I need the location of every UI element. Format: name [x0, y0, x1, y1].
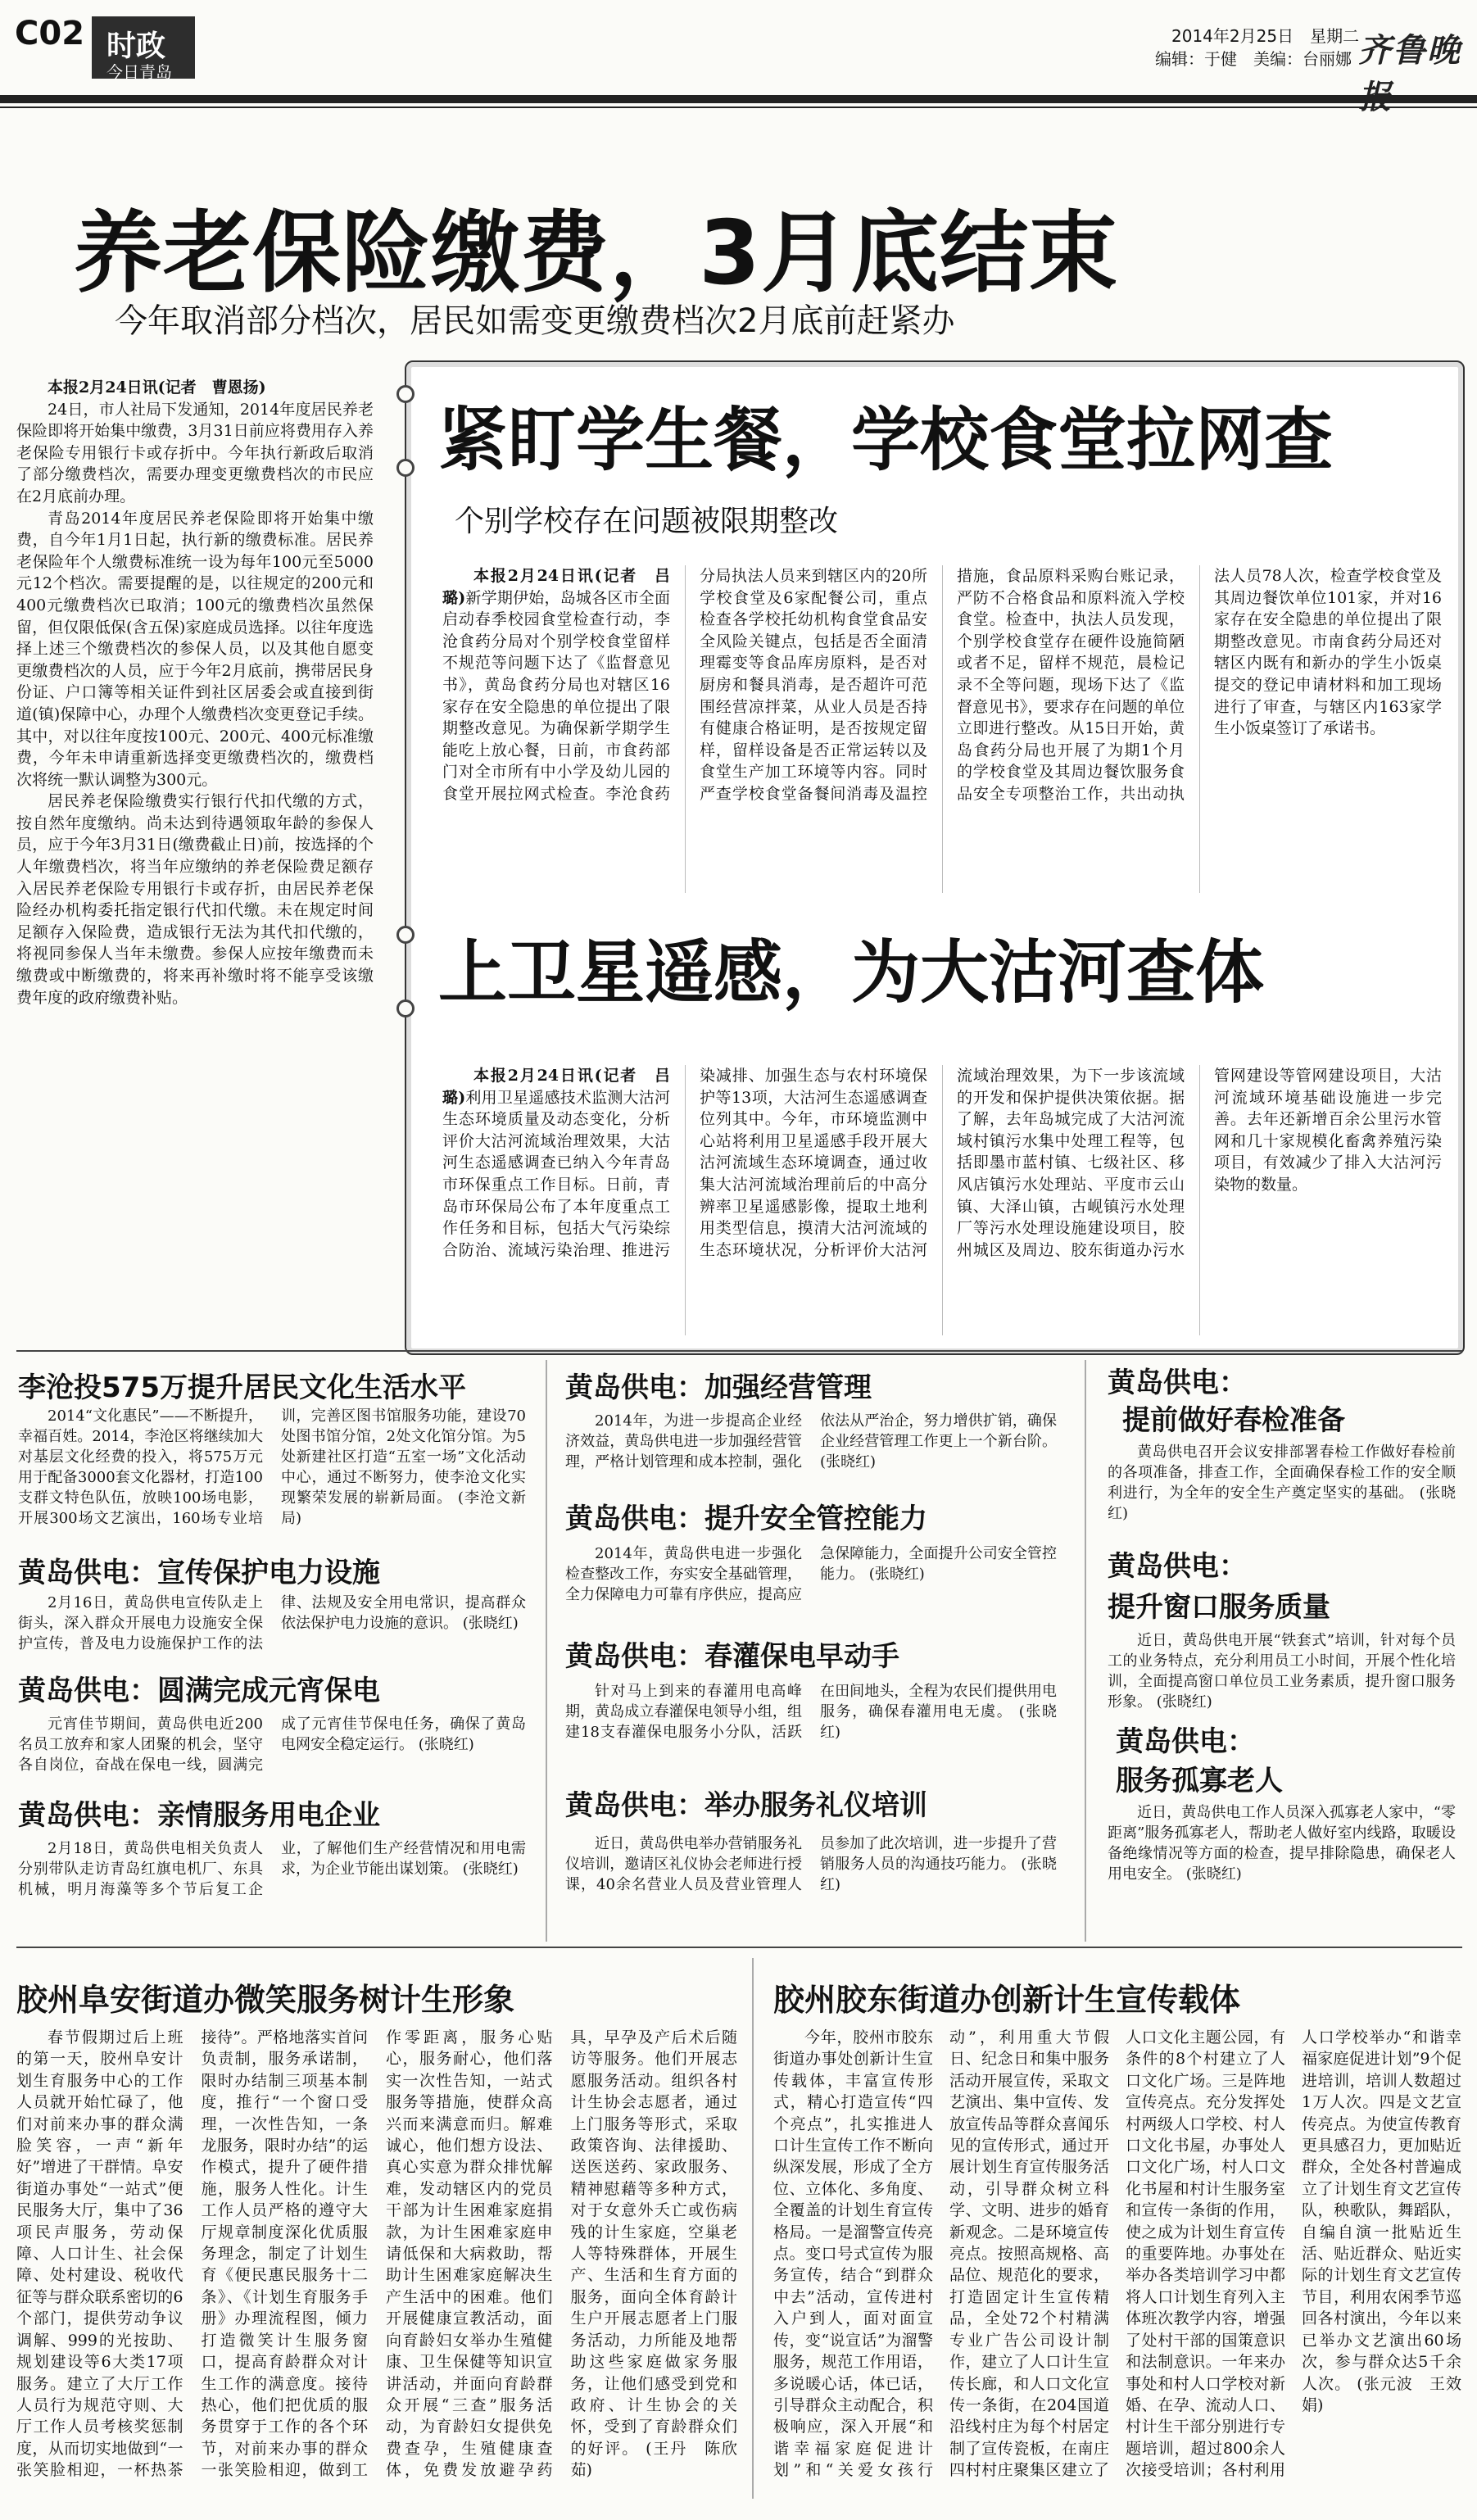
brief-headline: 黄岛供电：加强经营管理 — [565, 1371, 872, 1404]
bottom-right-headline: 胶州胶东街道办创新计生宣传载体 — [773, 1982, 1241, 2018]
column-divider — [752, 1958, 754, 2499]
brief-headline: 黄岛供电： — [1108, 1367, 1247, 1399]
brief-headline: 黄岛供电：圆满完成元宵保电 — [18, 1675, 380, 1707]
brief-signature: (张晓红) — [820, 1453, 877, 1471]
brief-body: 黄岛供电召开会议安排部署春检工作做好春检前的各项准备，排查工作，全面确保春检工作的安全顺利进行，为全年的安全生产奠定坚实的基础。 (张晓红) — [1108, 1444, 1456, 1522]
brief-body: 2014“文化惠民”——不断提升，幸福百姓。2014，李沧区将继续加大对基层文化经费的投入，将575万元用于配备3000套文化器材，打造100支群文特色队伍，放映100场电影，开展300场文艺演出，160场专业培训，完善区图书馆服务功能，建设70处图书馆分馆，2处文化馆分馆。为5处新建社区打造“五室一场”文化活动中心，通过不断努力，使李沧文化实现繁荣发展的崭新局面。 (李沧文新局) — [18, 1407, 526, 1527]
lead-byline: 本报2月24日讯(记者 曹恩扬) — [48, 378, 266, 397]
brief-signature: (张晓红) — [1108, 1484, 1456, 1522]
brief-headline: 服务孤寡老人 — [1116, 1765, 1283, 1797]
binder-ring — [396, 926, 415, 944]
binder-ring — [396, 999, 415, 1018]
brief-signature: (张晓红) — [418, 1736, 474, 1753]
brief-headline: 黄岛供电：亲情服务用电企业 — [18, 1799, 380, 1832]
brief-signature: (李沧文新局) — [281, 1489, 526, 1527]
bottom-left-body: 春节假期过后上班的第一天，胶州阜安计划生育服务中心的工作人员就开始忙碌了，他们对前来办事的群众满脸笑容，一声“新年好”增进了干群情。阜安街道办事处“一站式”便民服务大厅，集中了36项民声服务，劳动保障、人口计生、社会保障、处村建设、税收代征等与群众联系密切的6个部门，提供劳动争议调解、999的光按助、规划建设等6大类17项服务。建立了大厅工作人员行为规范守则、大厅工作人员考核奖惩制度，从而切实地做到“一张笑脸相迎，一杯热茶接待”。严格地落实首问负责制，服务承诺制，限时办结制三项基本制度，推行“一个窗口受理，一次性告知，一条龙服务，限时办结”的运作模式，提升了硬件措施，服务人性化。计生工作人员严格的遵守大厅规章制度深化优质服务理念，制定了计划生育《便民惠民服务十二条》、《计划生育服务手册》办理流程图，倾力打造微笑计生服务窗口，提高育龄群众对计生工作的满意度。接待热心，他们把优质的服务贯穿于工作的各个环节，对前来办事的群众一张笑脸相迎，做到工作零距离，服务心贴心，服务耐心，他们落实一次性告知，一站式服务等措施，使群众高兴而来满意而归。解难诚心，他们想方设法、真心实意为群众排忧解难，发动辖区内的党员干部为计生困难家庭捐款，为计生困难家庭申请低保和大病救助，帮助计生困难家庭解决生产生活中的困难。他们开展健康宣教活动，面向育龄妇女举办生殖健康、卫生保健等知识宣讲活动，并面向育龄群众开展“三查”服务活动，为育龄妇女提供免费查孕，生殖健康查体，免费发放避孕药具，早孕及产后术后随访等服务。他们开展志愿服务活动。组织各村计生协会志愿者，通过上门服务等形式，采取政策咨询、法律援助、送医送药、家政服务、精神慰藉等多种方式，对于女意外夭亡或伤病残的计生家庭，空巢老人等特殊群体，开展生产、生活和生育方面的服务，面向全体育龄计生户开展志愿者上门服务活动，力所能及地帮助这些家庭做家务服务，让他们感受到党和政府、计生协会的关怀，受到了育龄群众们的好评。 (王丹 陈欣茹) — [16, 2028, 737, 2480]
brief-body: 2月16日，黄岛供电宣传队走上街头，深入群众开展电力设施安全保护宣传，普及电力设施保护工作的法律、法规及安全用电常识，提高群众依法保护电力设施的意识。 (张晓红) — [18, 1594, 526, 1652]
brief-signature: (张晓红) — [820, 1856, 1057, 1893]
brief-headline: 黄岛供电： — [1116, 1725, 1255, 1758]
brief-body: 近日，黄岛供电工作人员深入孤寡老人家中，“零距离”服务孤寡老人，帮助老人做好室内线路，取暖设备绝缘情况等方面的检查，提早排除隐患，确保老人用电安全。 (张晓红) — [1108, 1804, 1456, 1883]
brief-headline: 黄岛供电：举办服务礼仪培训 — [565, 1789, 927, 1822]
bottom-left-headline: 胶州阜安街道办微笑服务树计生形象 — [16, 1982, 515, 2018]
feature1-body — [442, 565, 1442, 893]
header-rule-thin — [0, 107, 1477, 108]
page-number: C02 — [15, 15, 85, 52]
brief-signature: (张晓红) — [462, 1615, 519, 1632]
feature2-headline: 上卫星遥感，为大沽河查体 — [438, 932, 1265, 1013]
brief-headline: 黄岛供电：提升安全管控能力 — [565, 1502, 927, 1535]
article-signature: (王丹 陈欣茹) — [570, 2439, 737, 2480]
lead-subhead: 今年取消部分档次，居民如需变更缴费档次2月底前赶紧办 — [115, 302, 955, 340]
brief-body: 近日，黄岛供电开展“铁套式”培训，针对每个员工的业务特点，充分利用员工小时间，开展个性化培训，全面提高窗口单位员工业务素质，提升窗口服务形象。 (张晓红) — [1108, 1632, 1456, 1711]
column-divider — [1085, 1360, 1086, 1942]
brief-body: 针对马上到来的春灌用电高峰期，黄岛成立春灌保电领导小组，组建18支春灌保电服务小分队，活跃在田间地头，全程为农民们提供用电服务，确保春灌用电无虞。 (张晓红) — [565, 1683, 1057, 1741]
binder-ring — [396, 459, 415, 477]
brief-body: 2月18日，黄岛供电相关负责人分别带队走访青岛红旗电机厂、东具机械，明月海藻等多个节后复工企业，了解他们生产经营情况和用电需求，为企业节能出谋划策。 (张晓红) — [18, 1840, 526, 1898]
brief-signature: (张晓红) — [868, 1566, 925, 1583]
lead-headline: 养老保险缴费，3月底结束 — [74, 202, 1119, 305]
bottom-top-rule — [16, 1947, 1462, 1948]
brief-body: 元宵佳节期间，黄岛供电近200名员工放弃和家人团聚的机会，坚守各自岗位，奋战在保电一线，圆满完成了元宵佳节保电任务，确保了黄岛电网安全稳定运行。 (张晓红) — [18, 1716, 526, 1774]
brief-signature: (张晓红) — [462, 1861, 519, 1878]
bottom-right-body: 今年，胶州市胶东街道办事处创新计生宣传载体，丰富宣传形式，精心打造宣传“四个亮点”，扎实推进人口计生宣传工作不断向纵深发展，形成了全方位、立体化、多角度、全覆盖的计划生育宣传格局。一是溜警宣传亮点。变口号式宣传为服务宣传，结合“到群众中去”活动，宣传进村入户到人，面对面宣传，变“说宣话”为溜警服务，规范工作用语，多说暖心话，体已话，引导群众主动配合，积极响应，深入开展“和谐幸福家庭促进计划”和“关爱女孩行动”，利用重大节假日、纪念日和集中服务活动开展宣传，采取文艺演出、集中宣传、发放宣传品等群众喜闻乐见的宣传形式，通过开展计划生育宣传服务活动，引导群众树立科学、文明、进步的婚育新观念。二是环境宣传亮点。按照高规格、高品位、规范化的要求，打造固定计生宣传精品，全处72个村精满专业广告公司设计制作，建立了人口计生宣传长廊，和人口文化宣传一条街，在204国道沿线村庄为每个村居定制了宣传瓷板，在南庄四村村庄聚集区建立了人口文化主题公园，有条件的8个村建立了人口文化广场。三是阵地宣传亮点。充分发挥处村两级人口学校、村人口文化书屋，办事处人口文化广场，村人口文化书屋和村计生服务室和宣传一条街的作用，使之成为计划生育宣传的重要阵地。办事处在举办各类培训学习中都将人口计划生育列入主体班次教学内容，增强了处村干部的国策意识和法制意识。一年来办事处和村人口学校对新婚、在孕、流动人口、村计生干部分别进行专题培训，超过800余人次接受培训；各村利用人口学校举办“和谐幸福家庭促进计划”9个促进培训，培训人数超过1万人次。四是文艺宣传亮点。为使宣传教育更具感召力，更加贴近群众，全处各村普遍成立了计划生育文艺宣传队，秧歌队，舞蹈队，自编自演一批贴近生活、贴近群众、贴近实际的计划生育文艺宣传节目，利用农闲季节巡回各村演出，今年以来已举办文艺演出60场次，参与群众达5千余人次。 (张元波 王效娟) — [773, 2028, 1461, 2480]
feature2-byline: 本报2月24日讯(记者 吕璐) — [442, 1067, 670, 1107]
lead-paragraph: 青岛2014年度居民养老保险即将开始集中缴费，自今年1月1日起，执行新的缴费标准。居民养老保险年个人缴费标准统一设为每年100元至5000元12个档次。需要提醒的是，以往规定的200元和400元缴费档次已取消；100元的缴费档次虽然保留，但仅限低保(含五保)家庭成员选择。以往年度选择上述三个缴费档次的参保人员，以及其他自愿变更缴费档次的人员，应于今年2月底前，携带居民身份证、户口簿等相关证件到社区居委会或直接到街道(镇)保障中心，办理个人缴费档次变更登记手续。其中，对以往年度按100元、200元、400元标准缴费，今年未申请重新选择变更缴费档次的，缴费档次将统一默认调整为300元。 — [16, 509, 374, 789]
brief-signature: (张晓红) — [820, 1703, 1057, 1741]
newspaper-logo: 齐鲁晚 — [1358, 31, 1461, 70]
brief-headline: 黄岛供电：春灌保电早动手 — [565, 1640, 899, 1673]
brief-body: 2014年，黄岛供电进一步强化检查整改工作，夯实安全基础管理，全力保障电力可靠有序供应，提高应急保障能力，全面提升公司安全管控能力。 (张晓红) — [565, 1545, 1057, 1603]
feature1-byline: 本报2月24日讯(记者 吕璐) — [442, 567, 670, 607]
article-signature: (张元波 王效娟) — [1302, 2374, 1461, 2414]
section-name: 时政 — [106, 29, 166, 63]
binder-ring — [396, 385, 415, 403]
header-rule — [0, 95, 1477, 103]
lead-article-body — [16, 377, 374, 1335]
strip-top-rule — [16, 1350, 1462, 1352]
brief-headline: 黄岛供电： — [1108, 1550, 1247, 1583]
brief-headline: 提升窗口服务质量 — [1108, 1591, 1330, 1624]
section-subtitle: 今日青岛 — [106, 62, 172, 82]
editor-credits: 编辑：于健 美编：台丽娜 — [1155, 49, 1352, 69]
feature1-headline: 紧盯学生餐，学校食堂拉网查 — [438, 400, 1334, 480]
feature2-text: 利用卫星遥感技术监测大沽河生态环境质量及动态变化，分析评价大沽河流域治理效果，大沽河生态遥感调查已纳入今年青岛市环保重点工作目标。日前，青岛市环保局公布了本年度重点工作任务和目标，包括大气污染综合防治、流域污染治理、推进污染减排、加强生态与农村环境保护等13项，大沽河生态遥感调查位列其中。今年，市环境监测中心站将利用卫星遥感手段开展大沽河流域生态环境调查，通过收集大沽河流域治理前后的中高分辨率卫星遥感影像，提取土地利用类型信息，摸清大沽河流域的生态环境状况，分析评价大沽河流域治理效果，为下一步该流域的开发和保护提供决策依据。据了解，去年岛城完成了大沽河流域村镇污水集中处理工程等，包括即墨市蓝村镇、七级社区、移风店镇污水处理站、平度市云山镇、大泽山镇，古岘镇污水处理厂等污水处理设施建设项目，胶州城区及周边、胶东街道办污水管网建设等管网建设项目，大沽河流域环境基础设施进一步完善。去年还新增百余公里污水管网和几十家规模化畜禽养殖污染项目，有效减少了排入大沽河污染物的数量。 — [442, 1067, 1442, 1259]
feature2-body — [442, 1065, 1442, 1335]
column-divider — [546, 1360, 547, 1942]
brief-headline: 提前做好春检准备 — [1122, 1404, 1345, 1437]
brief-headline: 李沧投575万提升居民文化生活水平 — [18, 1371, 466, 1404]
brief-body: 近日，黄岛供电举办营销服务礼仪培训，邀请区礼仪协会老师进行授课，40余名营业人员及营业管理人员参加了此次培训，进一步提升了营销服务人员的沟通技巧能力。 (张晓红) — [565, 1835, 1057, 1893]
lead-paragraph: 居民养老保险缴费实行银行代扣代缴的方式，按自然年度缴纳。尚未达到待遇领取年龄的参保人员，应于今年3月31日(缴费截止日)前，按选择的个人年缴费档次，将当年应缴纳的养老保险费足额存入居民养老保险专用银行卡或存折，由居民养老保险经办机构委托指定银行代扣代缴。未在规定时间足额存入保险费，造成银行无法为其代扣代缴的，将视同参保人当年未缴费。参保人应按年缴费而未缴费或中断缴费的，将来再补缴时将不能享受该缴费年度的政府缴费补贴。 — [16, 792, 374, 1007]
brief-body: 2014年，为进一步提高企业经济效益，黄岛供电进一步加强经营管理，严格计划管理和成本控制，强化依法从严治企，努力增供扩销，确保企业经营管理工作更上一个新台阶。 (张晓红) — [565, 1412, 1057, 1471]
lead-paragraph: 24日，市人社局下发通知，2014年度居民养老保险即将开始集中缴费，3月31日前应将费用存入养老保险专用银行卡或存折中。今年执行新政后取消了部分缴费档次，需要办理变更缴费档次的市民应在2月底前办理。 — [16, 400, 374, 505]
brief-headline: 黄岛供电：宣传保护电力设施 — [18, 1557, 380, 1589]
brief-signature: (张晓红) — [1156, 1693, 1212, 1711]
feature1-text: 新学期伊始，岛城各区市全面启动春季校园食堂检查行动，李沧食药分局对个别学校食堂留样不规范等问题下达了《监督意见书》，黄岛食药分局也对辖区16家存在安全隐患的单位提出了限期整改意见。为确保新学期学生能吃上放心餐，日前，市食药部门对全市所有中小学及幼儿园的食堂开展拉网式检查。李沧食药分局执法人员来到辖区内的20所学校食堂及6家配餐公司，重点检查各学校托幼机构食堂食品安全风险关键点，包括是否全面清理霉变等食品库房原料，是否对厨房和餐具消毒，是否超许可范围经营凉拌菜，从业人员是否持有健康合格证明，是否按规定留样，留样设备是否正常运转以及食堂生产加工环境等内容。同时严查学校食堂备餐间消毒及温控措施，食品原料采购台账记录，严防不合格食品和原料流入学校食堂。检查中，执法人员发现，个别学校食堂存在硬件设施简陋或者不足，留样不规范，晨检记录不全等问题，现场下达了《监督意见书》，要求存在问题的单位立即进行整改。从15日开始，黄岛食药分局也开展了为期1个月的学校食堂及其周边餐饮服务食品安全专项整治工作，共出动执法人员78人次，检查学校食堂及其周边餐饮单位101家，并对16家存在安全隐患的单位提出了限期整改意见。市南食药分局还对辖区内既有和新办的学生小饭桌提交的登记申请材料和加工现场进行了审查，与辖区内163家学生小饭桌签订了承诺书。 — [442, 567, 1442, 803]
brief-signature: (张晓红) — [1185, 1865, 1242, 1883]
issue-date: 2014年2月25日 星期二 — [1171, 26, 1360, 46]
feature1-subhead: 个别学校存在问题被限期整改 — [455, 505, 839, 538]
